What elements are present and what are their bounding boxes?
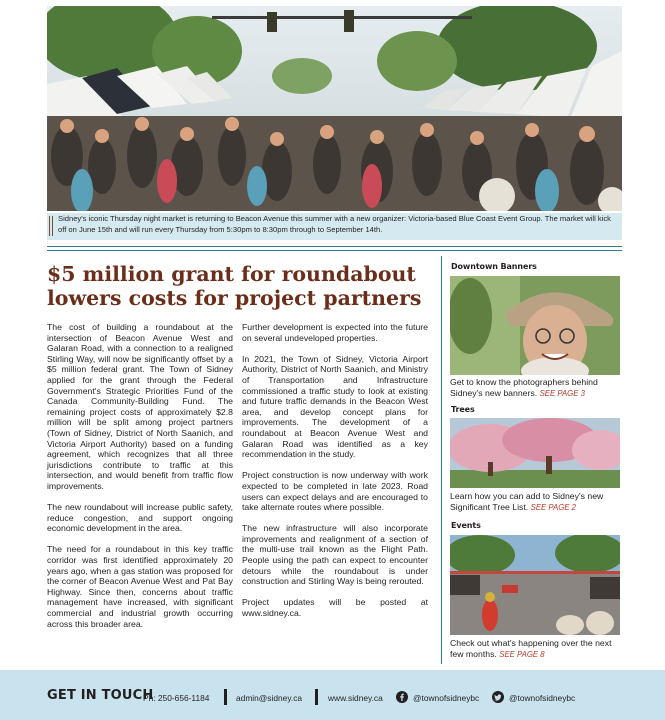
article-paragraph: Project construction is now underway with work expected to be completed in late 2023. Road users can expect delays and are encouraged to take alternate routes where possible.: [242, 470, 428, 513]
article-paragraph: Project updates will be posted at www.sidney.ca.: [242, 597, 428, 619]
see-page-link[interactable]: SEE PAGE 3: [539, 388, 585, 398]
footer-title: GET IN TOUCH: [47, 688, 154, 703]
sidebar-text-banners: [450, 377, 624, 399]
twitter-icon[interactable]: [492, 691, 504, 703]
sidebar-heading-banners: Downtown Banners: [451, 262, 537, 271]
article-paragraph: The new infrastructure will also incorporate improvements and realignment of a section of the multi-use trail known as the Flight Path. People using the path can expect to encounter detours while the roundabout is under construction and Stirling Way is being rerouted.: [242, 523, 428, 587]
see-page-link[interactable]: SEE PAGE 8: [499, 649, 545, 659]
article-column-2: [242, 322, 428, 629]
article-paragraph: In 2021, the Town of Sidney, Victoria Airport Authority, District of North Saanich, and Ministry of Transportation and Infrastructure commissioned a traffic study to look at existing and future traffic demands in the Beacon West area, and develop concept plans for improvements. The development of a roundabout at Beacon Avenue West and Galaran Road was identified as a key recommendation in the study.: [242, 353, 428, 460]
caption-marker: [49, 216, 53, 236]
photographer-photo: [450, 276, 620, 375]
market-photo-illustration: [47, 6, 622, 211]
tree-illustration: [450, 418, 620, 488]
events-photo: [450, 535, 620, 635]
sidebar-trees-description: Learn how you can add to Sidney's new Significant Tree List.: [450, 491, 604, 512]
article-column-1: [47, 322, 233, 640]
market-photo: [47, 6, 622, 211]
section-divider: [47, 246, 622, 251]
website-link[interactable]: www.sidney.ca: [328, 693, 383, 703]
article-headline: $5 million grant for roundabout lowers costs for project partners: [47, 262, 422, 310]
facebook-handle[interactable]: @townofsidneybc: [413, 693, 480, 703]
tree-photo: [450, 418, 620, 488]
photo-caption: Sidney's iconic Thursday night market is returning to Beacon Avenue this summer with a new organizer: Victoria-based Blue Coast Event Group. The market will kick off on June 15th and will run every Thursday from 5:30pm to 8:30pm through to September 14th.: [58, 214, 611, 234]
footer-separator: [224, 689, 227, 705]
sidebar-banners-description: Get to know the photographers behind Sidney's new banners.: [450, 377, 598, 398]
article-paragraph: The cost of building a roundabout at the intersection of Beacon Avenue West and Galaran Road, with a connection to a realigned Stirling Way, will now be significantly offset by a $5 million federal grant. The Town of Sidney applied for the grant through the Federal Government's Strategic Priorities Fund of the Canada Community-Building Fund. The remaining project costs of approximately $2.8 million will be split among project partners (Town of Sidney, District of North Saanich, and Victoria Airport Authority) based on a funding agreement, which recognizes that all three jurisdictions contribute to traffic at this intersection, and would benefit from traffic flow improvements.: [47, 322, 233, 491]
email-link[interactable]: admin@sidney.ca: [236, 693, 303, 703]
sidebar-text-trees: [450, 491, 624, 513]
article-paragraph: The need for a roundabout in this key traffic corridor was first identified approximately 20 years ago, when a gas station was proposed for the corner of Beacon Avenue West and Pat Bay Highway. Since then, concerns about traffic management have increased, with significant commercial and industrial growth occurring across this broader area.: [47, 544, 233, 629]
sidebar-heading-events: Events: [451, 521, 481, 530]
parade-illustration: [450, 535, 620, 635]
sidebar-text-events: [450, 638, 624, 660]
footer-separator: [315, 689, 318, 705]
sidebar-divider: [441, 256, 442, 664]
sidebar-heading-trees: Trees: [451, 405, 475, 414]
sidebar-events-description: Check out what's happening over the next few months.: [450, 638, 612, 659]
phone-number: Ph: 250-656-1184: [143, 693, 210, 703]
twitter-handle[interactable]: @townofsidneybc: [509, 693, 576, 703]
see-page-link[interactable]: SEE PAGE 2: [530, 502, 577, 512]
facebook-icon[interactable]: [396, 691, 408, 703]
photographer-illustration: [450, 276, 620, 375]
article-paragraph: Further development is expected into the future on several undeveloped properties.: [242, 322, 428, 343]
article-paragraph: The new roundabout will increase public safety, reduce congestion, and support ongoing economic development in the area.: [47, 502, 233, 534]
